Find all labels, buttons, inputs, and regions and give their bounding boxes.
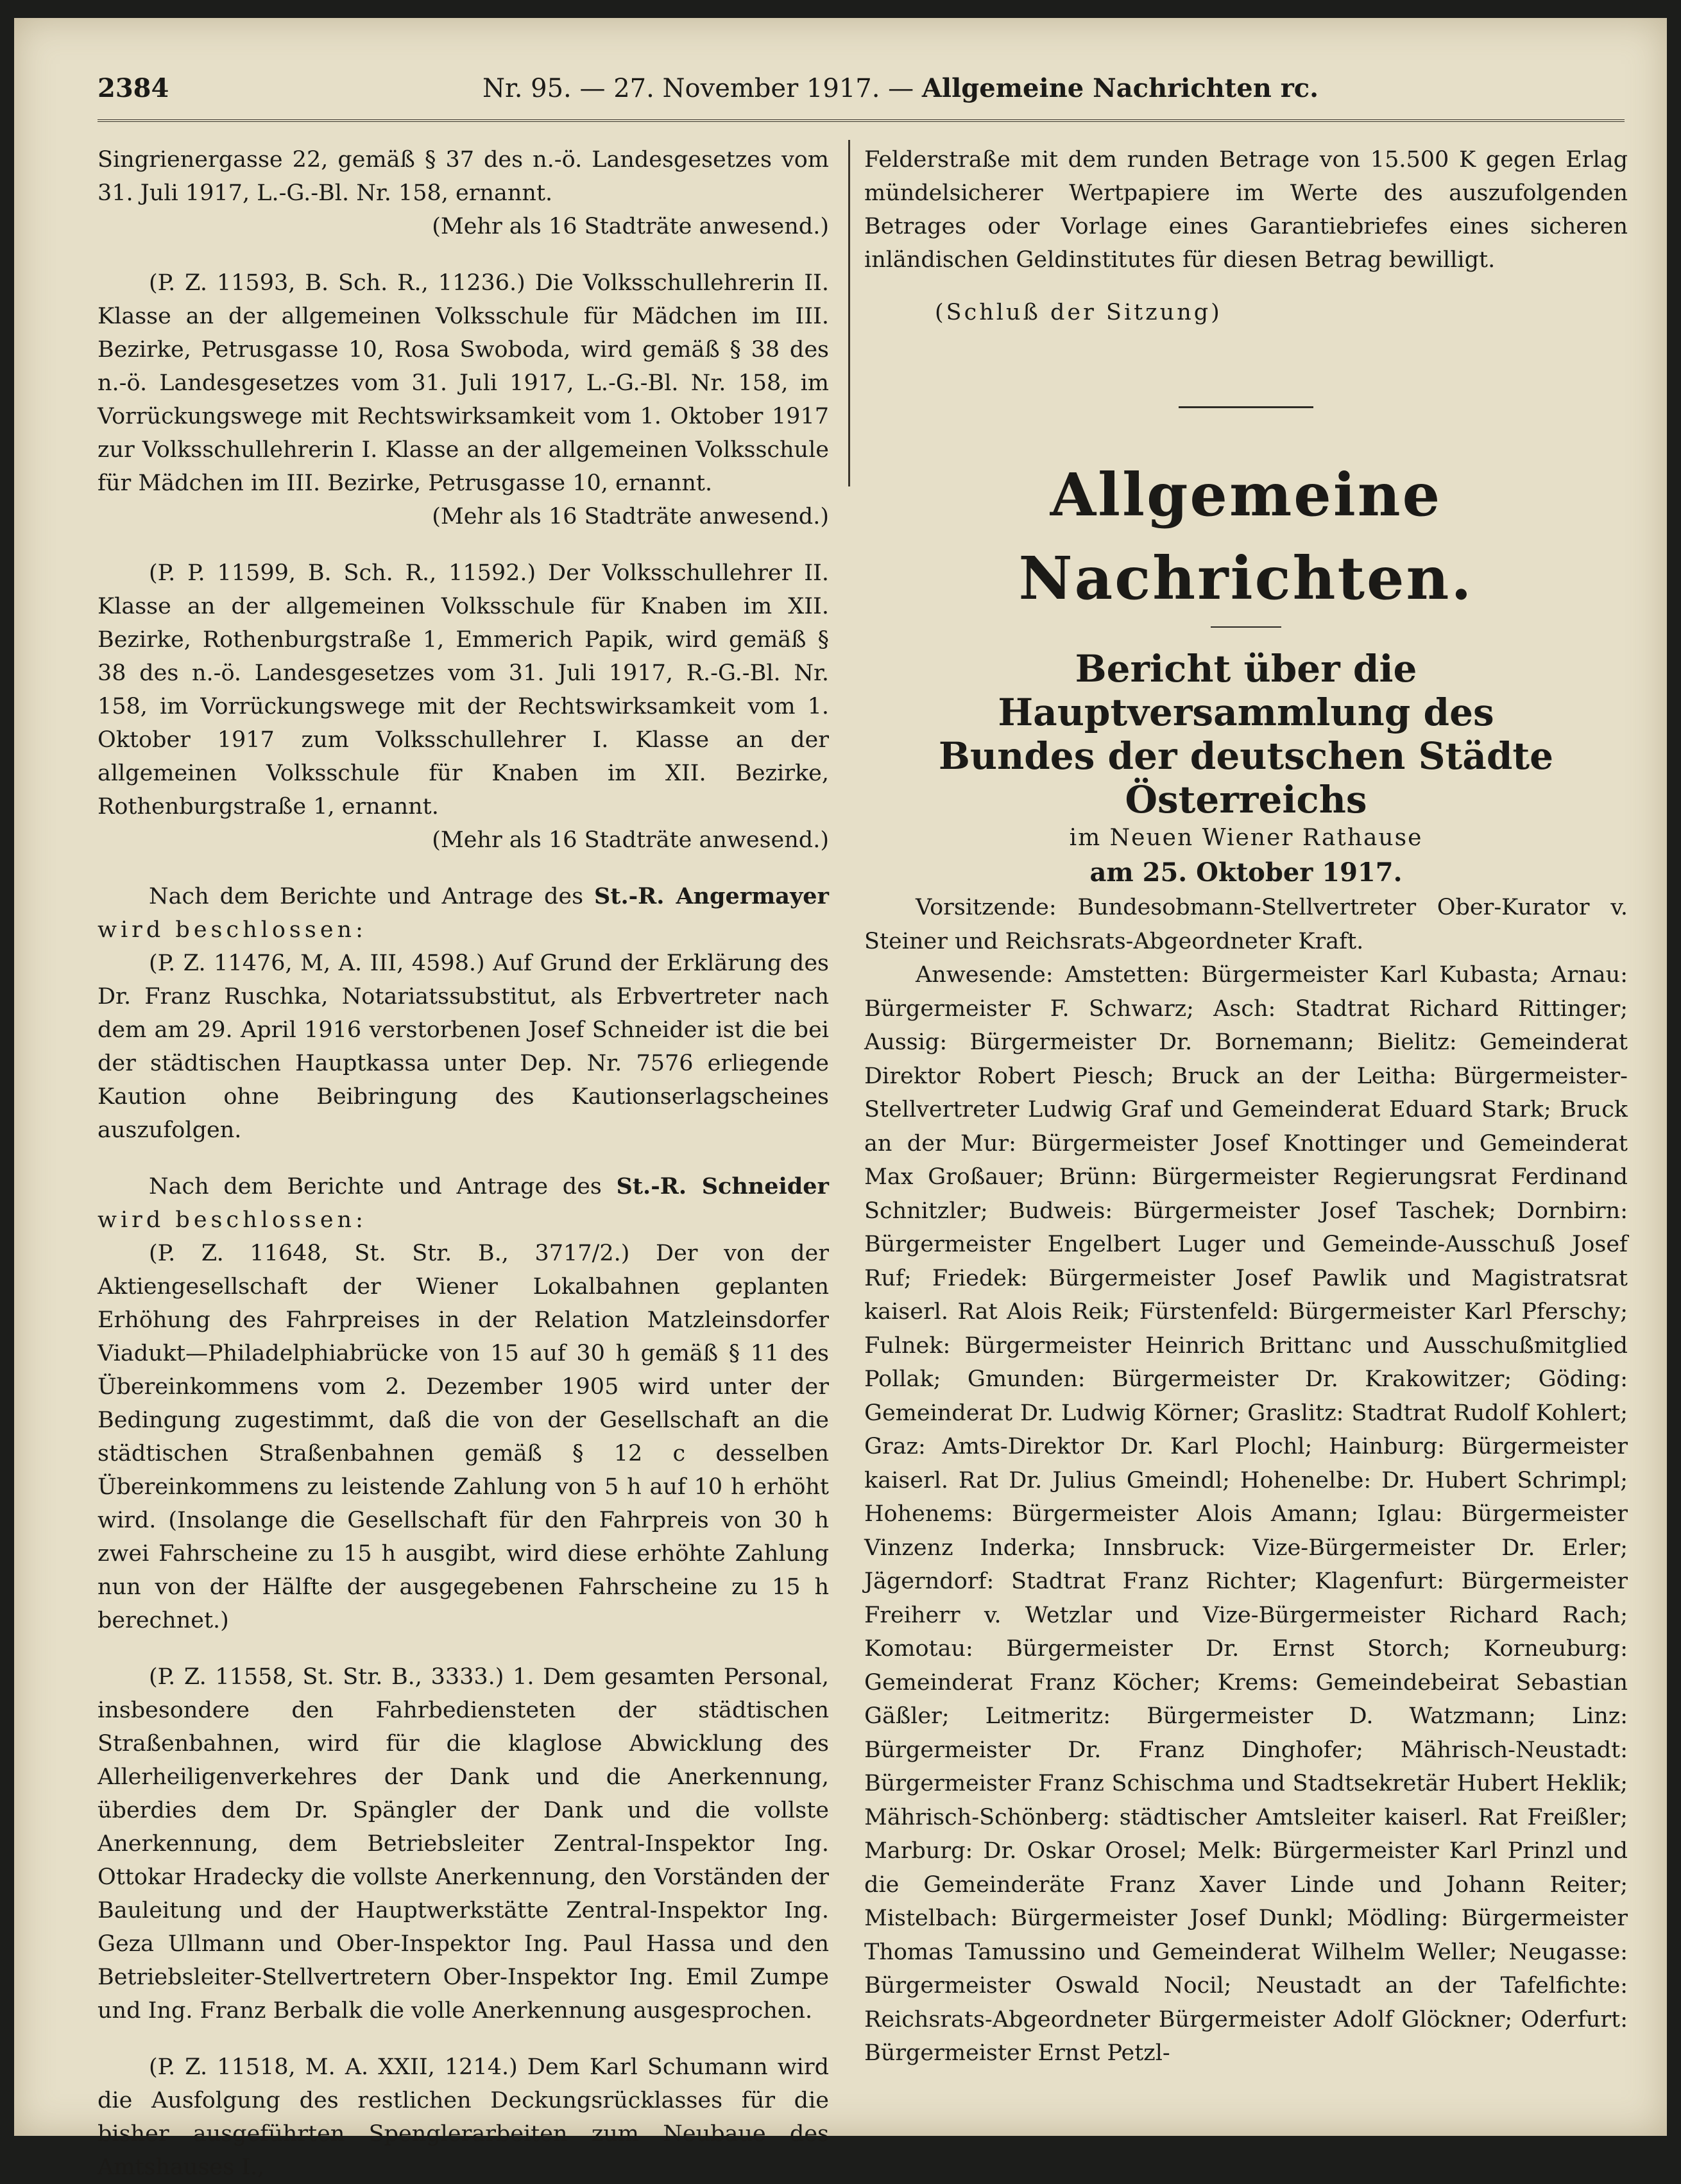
resolution-intro [98, 1170, 829, 1237]
title-rule [1211, 626, 1281, 628]
paragraph: (P. P. 11599, B. Sch. R., 11592.) Der Volksschullehrer II. Klasse an der allgemeinen Volksschule für Knaben im XII. Bezirke, Rothenburgstraße 1, Emmerich Papik, wird gemäß § 38 des n.-ö. Landesgesetzes vom 31. Juli 1917, R.-G.-Bl. Nr. 158, im Vorrückungswege mit der Rechtswirksamkeit vom 1. Oktober 1917 zum Volksschullehrer I. Klasse an der allgemeinen Volksschule für Knaben im XII. Bezirke, Rothenburgstraße 1, ernannt. [98, 560, 829, 820]
attendance-note: (Mehr als 16 Stadträte anwesend.) [432, 827, 829, 853]
session-closing: (Schluß der Sitzung) [935, 300, 1222, 325]
report-title-line-2: Bundes der deutschen Städte Österreichs [938, 734, 1554, 821]
issue-title: Nr. 95. — 27. November 1917. — [482, 74, 914, 103]
attendance-note: (Mehr als 16 Stadträte anwesend.) [432, 504, 829, 529]
paragraph: (P. Z. 11593, B. Sch. R., 11236.) Die Volksschullehrerin II. Klasse an der allgemeinen Volksschule für Mädchen im III. Bezirke, Petrusgasse 10, Rosa Swoboda, wird gemäß § 38 des n.-ö. Landesgesetzes vom 31. Juli 1917, L.-G.-Bl. Nr. 158, im Vorrückungswege mit Rechtswirksamkeit vom 1. Oktober 1917 zur Volksschullehrerin I. Klasse an der allgemeinen Volksschule für Mädchen im III. Bezirke, Petrusgasse 10, ernannt. [98, 270, 829, 496]
paragraph: (P. Z. 11648, St. Str. B., 3717/2.) Der von der Aktiengesellschaft der Wiener Lokalbahnen geplanten Erhöhung des Fahrpreises in der Relation Matzleinsdorfer Viadukt—Philadelphiabrücke von 15 auf 30 h gemäß § 11 des Übereinkommens vom 2. Dezember 1905 wird unter der Bedingung zugestimmt, daß die von der Gesellschaft an die städtischen Straßenbahnen gemäß § 12 c desselben Übereinkommens zu leistende Zahlung von 5 h auf 10 h erhöht wird. (Insolange die Gesellschaft für den Fahrpreis von 30 h zwei Fahrscheine zu 15 h ausgibt, wird diese erhöhte Zahlung nun von der Hälfte der ausgegebenen Fahrscheine zu 15 h berechnet.) [98, 1241, 829, 1633]
page-number: 2384 [98, 73, 169, 103]
intro-end: wird beschlossen: [98, 1207, 367, 1233]
paragraph: (P. Z. 11558, St. Str. B., 3333.) 1. Dem gesamten Personal, insbesondere den Fahrbediensteten der städtischen Straßenbahnen, wird für die klaglose Abwicklung des Allerheiligenverkehres der Dank und die Anerkennung, überdies dem Dr. Spängler der Dank und die vollste Anerkennung, dem Betriebsleiter Zentral-Inspektor Ing. Ottokar Hradecky die vollste Anerkennung, den Vorständen der Bauleitung und der Hauptwerkstätte Zentral-Inspektor Ing. Geza Ullmann und Ober-Inspektor Ing. Paul Hassa und den Betriebsleiter-Stellvertretern Ober-Inspektor Ing. Emil Zumpe und Ing. Franz Berbalk die volle Anerkennung ausgesprochen. [98, 1664, 829, 2024]
resolution-intro [98, 880, 829, 947]
column-divider [848, 140, 850, 486]
report-date: am 25. Oktober 1917. [1089, 857, 1403, 888]
chair-paragraph: Vorsitzende: Bundesobmann-Stellvertreter Ober-Kurator v. Steiner und Reichsrats-Abgeordneter Kraft. [864, 895, 1628, 954]
running-header [98, 63, 1650, 114]
report-place: im Neuen Wiener Rathause [1069, 825, 1423, 851]
section-rule [1179, 406, 1313, 408]
paragraph: (P. Z. 11518, M. A. XXII, 1214.) Dem Karl Schumann wird die Ausfolgung des restlichen Deckungsrücklasses für die bisher ausgeführten Spenglerarbeiten zum Neubaue des Amtshauses I., [98, 2054, 829, 2180]
section-title: Allgemeine Nachrichten. [1018, 460, 1474, 613]
intro-text: Nach dem Berichte und Antrage des [149, 1174, 602, 1199]
right-column [864, 143, 1628, 2070]
newspaper-page [14, 18, 1667, 2180]
header-rule [98, 119, 1625, 122]
issue-line [482, 63, 1318, 114]
intro-text: Nach dem Berichte und Antrage des [149, 884, 584, 909]
section-name: Allgemeine Nachrichten rc. [921, 73, 1319, 103]
attendees-paragraph: Anwesende: Amstetten: Bürgermeister Karl Kubasta; Arnau: Bürgermeister F. Schwarz; Asch: Stadtrat Richard Rittinger; Aussig: Bürgermeister Dr. Bornemann; Bielitz: Gemeinderat Direktor Robert Piesch; Bruck an der Leitha: Bürgermeister-Stellvertreter Ludwig Graf und Gemeinderat Eduard Stark; Bruck an der Mur: Bürgermeister Josef Knottinger und Gemeinderat Max Großauer; Brünn: Bürgermeister Regierungsrat Ferdinand Schnitzler; Budweis: Bürgermeister Josef Taschek; Dornbirn: Bürgermeister Engelbert Luger und Gemeinde-Ausschuß Josef Ruf; Friedek: Bürgermeister Josef Pawlik und Magistratsrat kaiserl. Rat Alois Reik; Fürstenfeld: Bürgermeister Karl Pferschy; Fulnek: Bürgermeister Heinrich Brittanc und Ausschußmitglied Pollak; Gmunden: Bürgermeister Dr. Krakowitzer; Göding: Gemeinderat Dr. Ludwig Körner; Graslitz: Stadtrat Rudolf Kohlert; Graz: Amts-Direktor Dr. Karl Plochl; Hainburg: Bürgermeister kaiserl. Rat Dr. Julius Gmeindl; Hohenelbe: Dr. Hubert Schrimpl; Hohenems: Bürgermeister Alois Amann; Iglau: Bürgermeister Vinzenz Inderka; Innsbruck: Vize-Bürgermeister Dr. Erler; Jägerndorf: Stadtrat Franz Richter; Klagenfurt: Bürgermeister Freiherr v. Wetzlar und Vize-Bürgermeister Richard Rach; Komotau: Bürgermeister Dr. Ernst Storch; Korneuburg: Gemeinderat Franz Köcher; Krems: Gemeindebeirat Sebastian Gäßler; Leitmeritz: Bürgermeister D. Watzmann; Linz: Bürgermeister Dr. Franz Dinghofer; Mährisch-Neustadt: Bürgermeister Franz Schischma und Stadtsekretär Hubert Heklik; Mährisch-Schönberg: städtischer Amtsleiter kaiserl. Rat Freißler; Marburg: Dr. Oskar Orosel; Melk: Bürgermeister Karl Prinzl und die Gemeinderäte Franz Xaver Linde und Johann Reiter; Mistelbach: Bürgermeister Josef Dunkl; Mödling: Bürgermeister Thomas Tamussino und Gemeinderat Wilhelm Weller; Neugasse: Bürgermeister Oswald Nocil; Neustadt an der Tafelfichte: Reichsrats-Abgeordneter Bürgermeister Adolf Glöckner; Oderfurt: Bürgermeister Ernst Petzl- [864, 962, 1628, 2066]
attendance-note: (Mehr als 16 Stadträte anwesend.) [432, 214, 829, 239]
paragraph: Singrienergasse 22, gemäß § 37 des n.-ö. Landesgesetzes vom 31. Juli 1917, L.-G.-Bl. Nr. 158, ernannt. [98, 147, 829, 206]
councillor-name: St.-R. Angermayer [594, 883, 829, 909]
left-column [98, 143, 829, 2184]
councillor-name: St.-R. Schneider [616, 1173, 829, 1199]
intro-end: wird beschlossen: [98, 917, 367, 943]
report-title-line-1: Bericht über die Hauptversammlung des [998, 647, 1494, 734]
paragraph: Felderstraße mit dem runden Betrage von 15.500 K gegen Erlag mündelsicherer Wertpapiere im Werte des auszufolgenden Betrages oder Vorlage eines Garantiebriefes eines sicheren inländischen Geldinstitutes für diesen Betrag bewilligt. [864, 147, 1628, 273]
paragraph: (P. Z. 11476, M, A. III, 4598.) Auf Grund der Erklärung des Dr. Franz Ruschka, Notariatssubstitut, als Erbvertreter nach dem am 29. April 1916 verstorbenen Josef Schneider ist die bei der städtischen Hauptkassa unter Dep. Nr. 7576 erliegende Kaution ohne Beibringung des Kautionserlagscheines auszufolgen. [98, 950, 829, 1143]
